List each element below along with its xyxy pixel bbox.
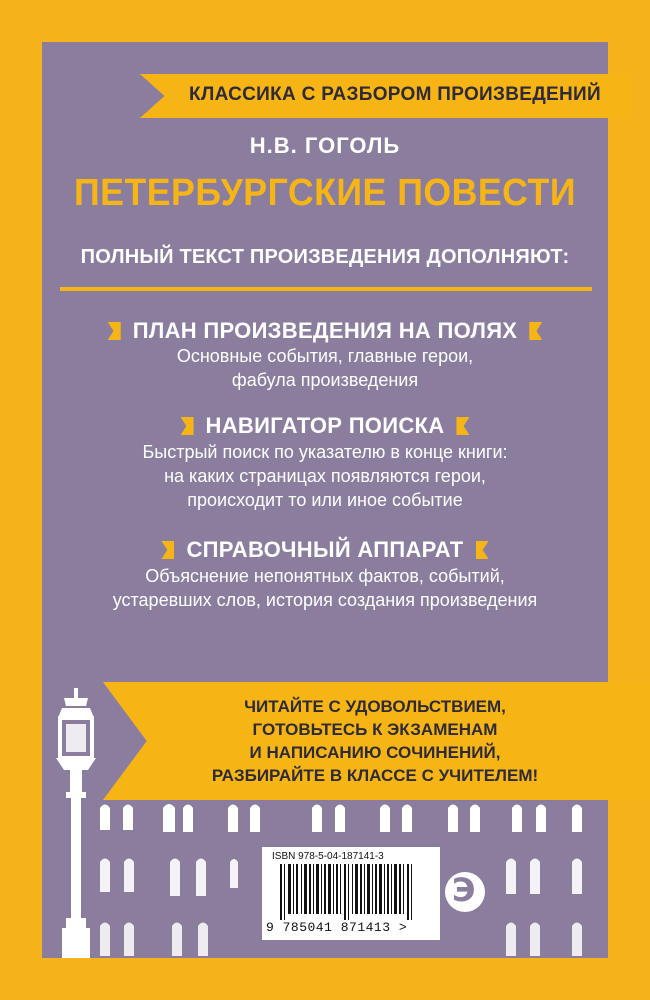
section-heading-text: НАВИГАТОР ПОИСКА bbox=[205, 413, 445, 438]
section-line: происходит то или иное событие bbox=[187, 490, 463, 510]
banner-line: ЧИТАЙТЕ С УДОВОЛЬСТВИЕМ, bbox=[244, 697, 506, 716]
section-heading-text: ПЛАН ПРОИЗВЕДЕНИЯ НА ПОЛЯХ bbox=[132, 318, 518, 343]
section-heading-reference bbox=[0, 537, 650, 563]
section-body-navigator bbox=[0, 440, 650, 512]
section-line: на каких страницах появляются герои, bbox=[164, 466, 486, 486]
section-line: Основные события, главные герои, bbox=[176, 346, 474, 366]
bracket-left-icon bbox=[108, 322, 121, 340]
banner-line: И НАПИСАНИЮ СОЧИНЕНИЙ, bbox=[249, 743, 501, 762]
intro-heading: ПОЛНЫЙ ТЕКСТ ПРОИЗВЕДЕНИЯ ДОПОЛНЯЮТ: bbox=[80, 246, 570, 268]
section-line: устаревших слов, история создания произведения bbox=[112, 590, 538, 610]
section-line: Быстрый поиск по указателю в конце книги: bbox=[142, 442, 508, 462]
bracket-right-icon bbox=[529, 322, 542, 340]
bracket-right-icon bbox=[476, 541, 489, 559]
banner-line: РАЗБИРАЙТЕ В КЛАССЕ С УЧИТЕЛЕМ! bbox=[211, 766, 539, 785]
series-label: КЛАССИКА С РАЗБОРОМ ПРОИЗВЕДЕНИЙ bbox=[189, 84, 601, 105]
section-heading-plan bbox=[0, 318, 650, 344]
bracket-left-icon bbox=[181, 417, 194, 435]
bracket-left-icon bbox=[161, 541, 174, 559]
bracket-right-icon bbox=[456, 417, 469, 435]
barcode-icon bbox=[280, 864, 430, 920]
section-line: Объяснение непонятных фактов, событий, bbox=[145, 566, 505, 586]
publisher-logo-glyph: Э bbox=[452, 871, 476, 909]
promo-banner-text bbox=[165, 695, 585, 787]
book-title: ПЕТЕРБУРГСКИЕ ПОВЕСТИ bbox=[74, 172, 576, 214]
author-name: Н.В. ГОГОЛЬ bbox=[249, 133, 401, 158]
section-body-reference bbox=[0, 564, 650, 612]
divider-line bbox=[60, 287, 592, 291]
barcode-number: 9 785041 871413 > bbox=[266, 920, 408, 935]
isbn-text: ISBN 978-5-04-187141-3 bbox=[272, 851, 384, 862]
section-body-plan bbox=[0, 344, 650, 392]
section-heading-navigator bbox=[0, 413, 650, 439]
section-heading-text: СПРАВОЧНЫЙ АППАРАТ bbox=[186, 537, 464, 562]
section-line: фабула произведения bbox=[231, 370, 419, 390]
banner-line: ГОТОВЬТЕСЬ К ЭКЗАМЕНАМ bbox=[252, 720, 498, 739]
